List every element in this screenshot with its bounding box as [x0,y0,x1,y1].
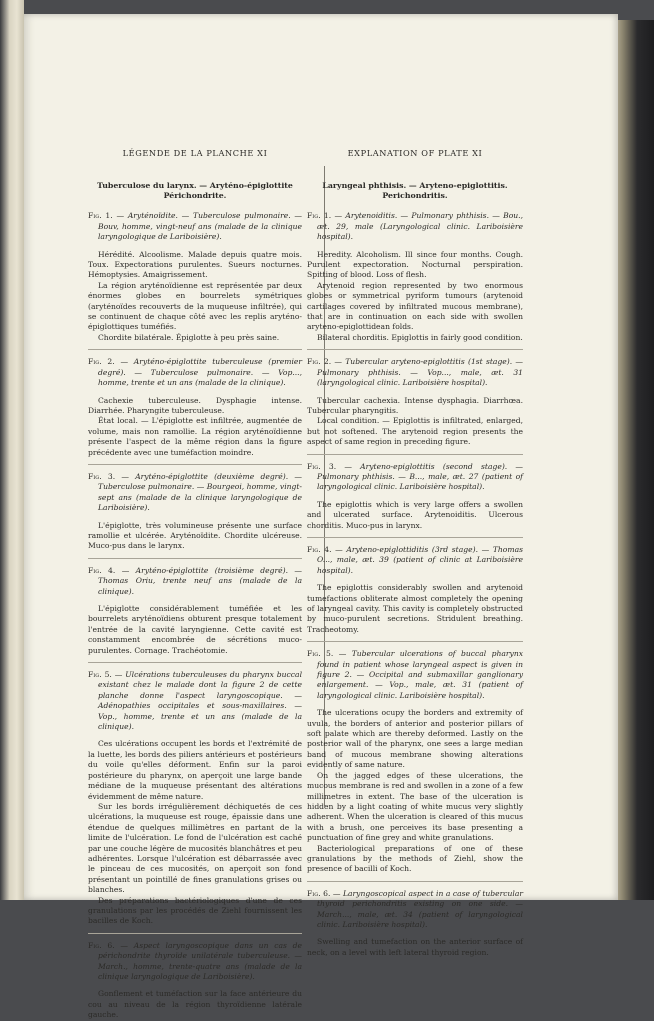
figure-caption-text: — Laryngoscopical aspect in a case of tubercular thyroid perichondritis existing on one side. — March..., male, æt. 34 (patient of laryngological clinic. Lariboisière hospital). [317,888,524,929]
plate-title-en: EXPLANATION OF PLATE XI [347,148,483,158]
figure-label: Fig. 6. [307,888,331,898]
figure-caption [88,472,302,514]
plate-title-fr: LÉGENDE DE LA PLANCHE XI [122,148,268,158]
figure-separator [88,933,302,934]
figure-description-paragraph: L'épiglotte, très volumineuse présente une surface ramollie et ulcérée. Aryténoïdite. Chordite ulcéreuse. Muco-pus dans le larynx. [88,520,302,551]
figure-caption [88,211,302,242]
figure-description-paragraph: Cachexie tuberculeuse. Dysphagie intense. Diarrhée. Pharyngite tuberculeuse. [88,395,302,415]
figure-caption [307,211,523,242]
figure-description-paragraph: Sur les bords irrégulièrement déchiquetés de ces ulcérations, la muqueuse est rouge, épaissie dans une étendue de quelques millimètres en partant de la limite de l'ulcération. Le fond de l'ulcération est caché par une couche légère de mucosités blanchâtres et peu adhérentes. Lorsque l'ulcération est débarrassée avec le pinceau de ces mucosités, on aperçoit son fond présentant un pointillé de fines granulations grises ou blanches. [88,801,302,895]
figure-description-paragraph: Bacteriological preparations of one of these granulations by the methods of Ziehl, show the presence of bacilli of Koch. [307,843,523,874]
figure-label: Fig. 4. [88,565,116,575]
figure-description-paragraph: L'épiglotte considérablement tuméfiée et les bourrelets aryténoïdiens obturent presque totalement l'entrée de la cavité laryngienne. Cette cavité est constamment encombrée de sécrétions muco-purulentes. Cornage. Trachéotomie. [88,604,302,655]
figure-separator [88,558,302,559]
section-title-fr: Tuberculose du larynx. — Aryténo-épiglottite Périchondrite. [97,181,293,201]
figure-separator [307,537,523,538]
figure-description-paragraph: La région aryténoïdienne est représentée par deux énormes globes en bourrelets symétriques (aryténoïdes recouverts de la muqueuse infiltrée), qui se continuent de chaque côté avec les replis aryténo-épiglottiques tuméfiés. [88,280,302,332]
figure-caption-text: — Aspect laryngoscopique dans un cas de périchondrite thyroïde unilatérale tuberculeuse. — March., homme, trente-quatre ans (malade de la clinique laryngologique de Lariboisière). [98,940,302,981]
figure-caption [307,545,523,576]
figure-caption [88,566,302,597]
figure-description-paragraph: Chordite bilatérale. Épiglotte à peu près saine. [98,332,280,342]
figure-caption-text: — Tubercular ulcerations of buccal pharynx found in patient whose laryngeal aspect is given in figure 2. — Occipital and submaxillar ganglionary enlargement. — Vop., male, æt. 31 (patient of laryngological clinic. Lariboisière hospital). [317,649,523,700]
figure-caption [88,941,302,983]
figure-description-paragraph: The epiglottis considerably swollen and arytenoid tumefactions obliterate almost completely the opening of laryngeal cavity. This cavity is completely obstructed by muco-purulent secretions. Stridulent breathing. Tracheotomy. [307,583,523,634]
figure-description-paragraph: Swelling and tumefaction on the anterior surface of neck, on a level with left lateral thyroid region. [307,937,523,957]
figure-label: Fig. 2. [88,357,115,367]
figure-description-paragraph: Heredity. Alcoholism. Ill since four months. Cough. Purulent expectoration. Nocturnal perspiration. Spitting of blood. Loss of flesh. [307,249,523,280]
figure-description-paragraph: État local. — L'épiglotte est infiltrée, augmentée de volume, mais non ramollie. La région aryténoïdienne présente l'aspect de la même région dans la figure précédente avec une tuméfaction moindre. [88,416,302,457]
book-binding-left [0,0,24,900]
figure-label: Fig. 2. [307,357,332,367]
figure-separator [307,881,523,882]
french-legend-column [88,148,302,1021]
figure-caption [307,649,523,701]
figure-caption [307,462,523,493]
figure-caption [88,670,302,732]
figure-description-paragraph: Local condition. — Epiglottis is infiltrated, enlarged, but not softened. The arytenoid region presents the aspect of same region in preceding figure. [307,416,523,447]
english-legend-column [307,148,523,958]
figure-caption-text: — Tubercular aryteno-epiglottitis (1st stage). — Pulmonary phthisis. — Vop..., male, æt. 31 (laryngological clinic. Lariboisière hospital). [317,357,524,388]
figure-label: Fig. 3. [88,471,116,481]
figure-description-paragraph: The ulcerations ocupy the borders and extremity of uvula, the borders of anterior and posterior pillars of soft palate which are thereby deformed. Lastly on the posterior wall of the pharynx, one sees a large median band of mucous membrane showing alterations evidently of same nature. [307,708,523,770]
book-page-edges-right [612,20,654,900]
figure-caption [307,357,523,388]
figure-caption-text: — Arytenoiditis. — Pulmonary phthisis. — Bou., æt. 29, male (Laryngological clinic. Lariboisière hospital). [317,211,524,242]
book-page [24,14,618,1020]
figure-description-paragraph: Hérédité. Alcoolisme. Malade depuis quatre mois. Toux. Expectorations purulentes. Sueurs nocturnes. Hémoptysies. Amaigrissement. [88,249,302,280]
figure-caption [88,357,302,388]
figure-separator [88,464,302,465]
figure-label: Fig. 1. [307,211,332,221]
figure-description-paragraph: Ces ulcérations occupent les bords et l'extrémité de la luette, les bords des piliers antérieurs et postérieurs du voile qu'elles déforment. Enfin sur la paroi postérieure du pharynx, on aperçoit une large bande médiane de la muqueuse présentant des altérations évidemment de même nature. [88,739,302,801]
figure-label: Fig. 5. [307,649,334,659]
figure-caption-text: — Aryténo-épiglottite (deuxième degré). — Tuberculose pulmonaire. — Bourgeoi, homme, vingt-sept ans (malade de la clinique laryngologique de Lariboisière). [98,471,303,513]
figure-list-fr [88,211,302,1020]
figure-separator [88,662,302,663]
figure-separator [88,349,302,350]
figure-label: Fig. 5. [88,670,112,680]
figure-list-en [307,211,523,958]
figure-caption-text: — Aryténoïdite. — Tuberculose pulmonaire. — Bouv, homme, vingt-neuf ans (malade de la clinique laryngologique de Lariboisière). [98,211,302,242]
figure-description-paragraph: Gonflement et tuméfaction sur la face antérieure du cou au niveau de la région thyroïdienne latérale gauche. [88,989,302,1020]
figure-separator [307,641,523,642]
figure-label: Fig. 3. [307,461,337,471]
figure-description-paragraph: Des préparations bactériologiques d'une de ces granulations par les procédés de Ziehl fournissent les bacilles de Koch. [88,895,302,926]
figure-separator [307,349,523,350]
figure-label: Fig. 6. [88,940,115,950]
figure-caption-text: — Ulcérations tuberculeuses du pharynx buccal existant chez le malade dont la figure 2 de cette planche donne l'aspect laryngoscopique. — Adénopathies occipitales et sous-maxillaires. — Vop., homme, trente et un ans (malade de la clinique). [98,670,303,732]
figure-label: Fig. 4. [307,544,332,554]
figure-separator [307,454,523,455]
figure-caption [307,889,523,931]
figure-description-paragraph: The epiglottis which is very large offers a swollen and ulcerated surface. Arytenoiditis. Ulcerous chorditis. Muco-pus in larynx. [307,499,523,530]
figure-caption-text: — Aryteno-epiglottiditis (3rd stage). — Thomas O..., male, æt. 39 (patient of clinic at Lariboisière hospital). [317,544,523,575]
figure-caption-text: — Aryteno-epiglottitis (second stage). — Pulmonary phthisis. — B..., male, æt. 27 (patient of laryngological clinic. Lariboisière hospital). [317,461,524,492]
figure-description-paragraph: Arytenoid region represented by two enormous globes or symmetrical pyriform tumours (arytenoid cartilages covered by infiltrated mucous membrane), that are in continuation on each side with swollen aryteno-epiglottidean folds. [307,280,523,332]
figure-caption-text: — Aryténo-épiglottite (troisième degré). — Thomas Oriu, trente neuf ans (malade de la clinique). [98,565,303,596]
section-title-en: Laryngeal phthisis. — Aryteno-epiglottitis. Perichondritis. [322,181,508,201]
figure-caption-text: — Aryténo-épiglottite tuberculeuse (premier degré). — Tuberculose pulmonaire. — Vop..., homme, trente et un ans (malade de la clinique). [98,357,302,388]
figure-description-paragraph: Tubercular cachexia. Intense dysphagia. Diarrhœa. Tubercular pharyngitis. [307,395,523,415]
figure-description-paragraph: On the jagged edges of these ulcerations, the mucous membrane is red and swollen in a zone of a few millimetres in extent. The base of the ulceration is hidden by a light coating of white mucus very slightly adherent. When the ulceration is cleared of this mucus with a brush, one perceives its base presenting a punctuation of fine grey and white granulations. [307,770,523,843]
figure-label: Fig. 1. [88,211,113,221]
figure-description-paragraph: Bilateral chorditis. Epiglottis in fairly good condition. [317,332,523,342]
